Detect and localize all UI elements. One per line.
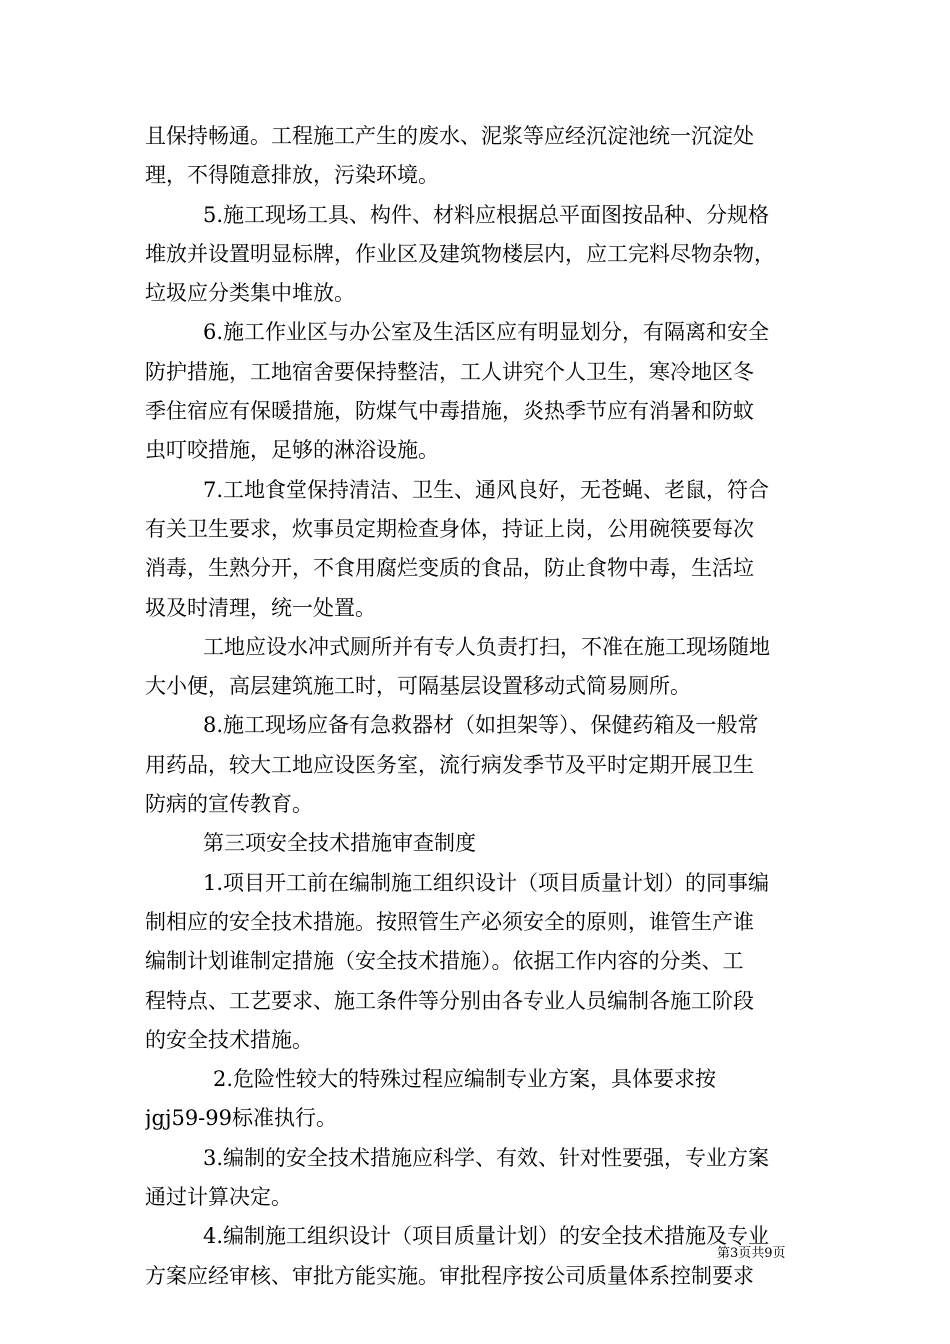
text-line: 通过计算决定。 (145, 1185, 292, 1210)
text-line: 制相应的安全技术措施。按照管生产必须安全的原则，谁管生产谁 (145, 909, 754, 934)
text-line: 大小便，高层建筑施工时，可隔基层设置移动式简易厕所。 (145, 674, 691, 699)
text-line: 方案应经审核、审批方能实施。审批程序按公司质量体系控制要求 (145, 1263, 754, 1288)
text-line: 防病的宣传教育。 (145, 792, 313, 817)
text-line: 工地应设水冲式厕所并有专人负责打扫，不准在施工现场随地 (203, 634, 770, 659)
text-line: 2.危险性较大的特殊过程应编制专业方案，具体要求按 (213, 1067, 717, 1092)
text-line: 的安全技术措施。 (145, 1027, 313, 1052)
text-line: 理，不得随意排放，污染环境。 (145, 163, 439, 188)
text-line: 程特点、工艺要求、施工条件等分别由各专业人员编制各施工阶段 (145, 988, 754, 1013)
text-line: 季住宿应有保暖措施，防煤气中毒措施，炎热季节应有消暑和防蚊 (145, 399, 754, 424)
text-line: jgj59-99标准执行。 (145, 1106, 338, 1131)
section-heading: 第三项安全技术措施审查制度 (203, 831, 476, 856)
text-line: 7.工地食堂保持清洁、卫生、通风良好，无苍蝇、老鼠，符合 (203, 477, 770, 502)
text-line: 4.编制施工组织设计（项目质量计划）的安全技术措施及专业 (203, 1224, 770, 1249)
text-line: 防护措施，工地宿舍要保持整洁，工人讲究个人卫生，寒冷地区冬 (145, 359, 754, 384)
text-line: 用药品，较大工地应设医务室，流行病发季节及平时定期开展卫生 (145, 752, 754, 777)
text-line: 虫叮咬措施，足够的淋浴设施。 (145, 438, 439, 463)
text-line: 1.项目开工前在编制施工组织设计（项目质量计划）的同事编 (203, 870, 770, 895)
document-body (145, 117, 810, 1296)
text-line: 5.施工现场工具、构件、材料应根据总平面图按品种、分规格 (203, 202, 770, 227)
text-line: 圾及时清理，统一处置。 (145, 595, 376, 620)
text-line: 6.施工作业区与办公室及生活区应有明显划分，有隔离和安全 (203, 320, 770, 345)
text-line: 垃圾应分类集中堆放。 (145, 281, 355, 306)
text-line: 有关卫生要求，炊事员定期检查身体，持证上岗，公用碗筷要每次 (145, 516, 754, 541)
page-number: 第3页共9页 (717, 1246, 786, 1261)
text-line: 堆放并设置明显标牌，作业区及建筑物楼层内，应工完料尽物杂物， (145, 241, 775, 266)
text-line: 8.施工现场应备有急救器材（如担架等）、保健药箱及一般常 (203, 713, 759, 738)
text-line: 编制计划谁制定措施（安全技术措施）。依据工作内容的分类、工 (145, 949, 744, 974)
text-line: 且保持畅通。工程施工产生的废水、泥浆等应经沉淀池统一沉淀处 (145, 124, 754, 148)
text-line: 消毒，生熟分开，不食用腐烂变质的食品，防止食物中毒，生活垃 (145, 556, 754, 581)
text-line: 3.编制的安全技术措施应科学、有效、针对性要强，专业方案 (203, 1145, 770, 1170)
